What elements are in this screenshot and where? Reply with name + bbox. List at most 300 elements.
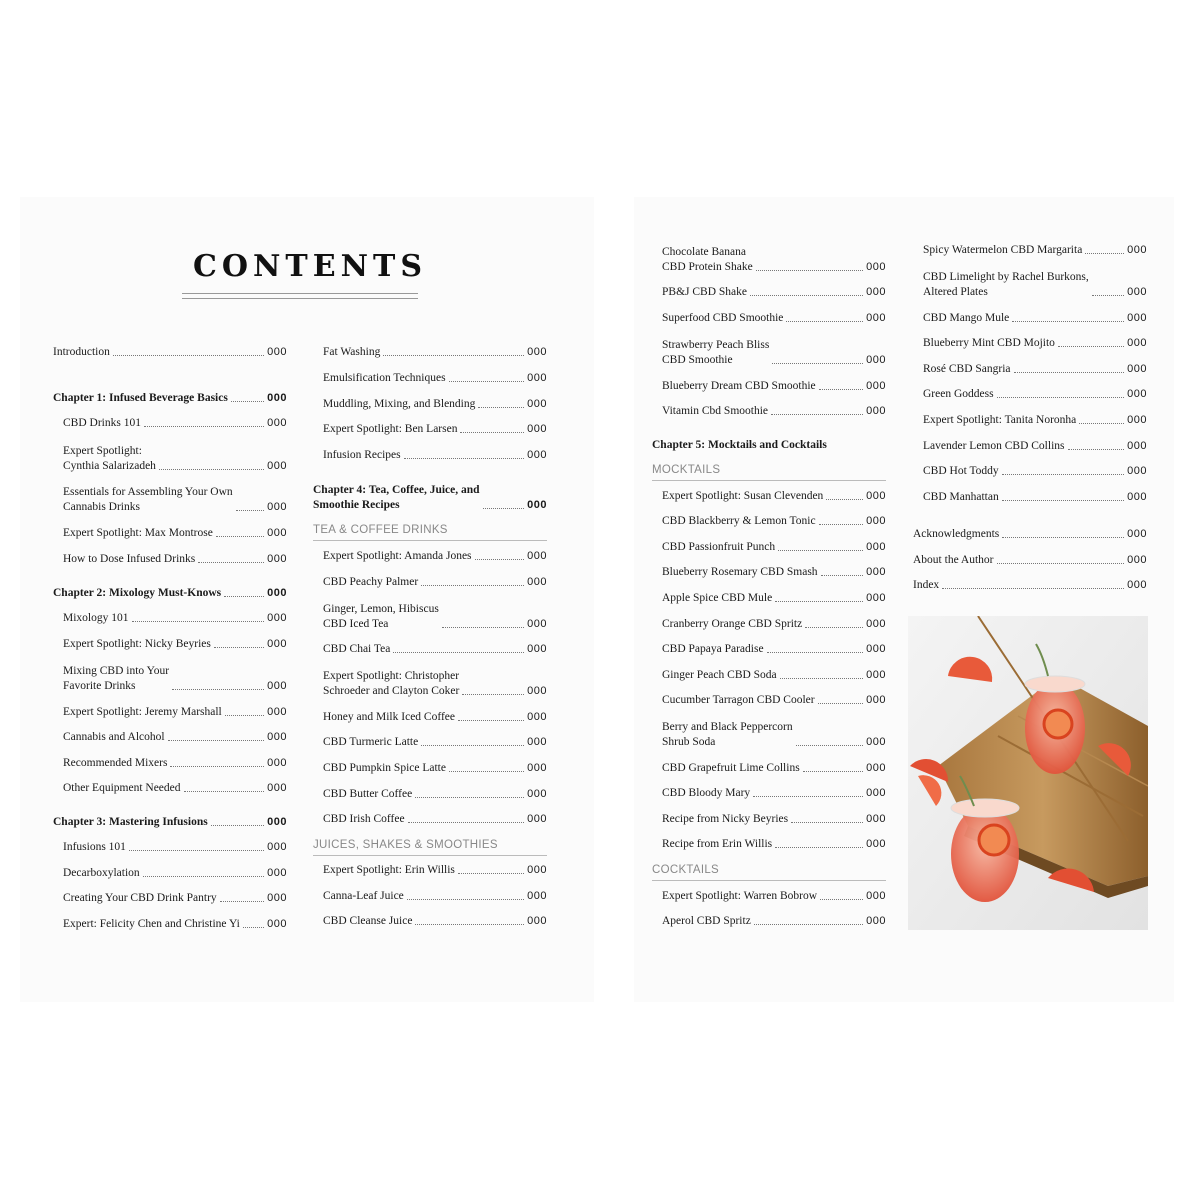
toc-entry-title-line: CBD Papaya Paradise — [662, 643, 764, 655]
cocktail-photo-icon — [908, 616, 1148, 930]
toc-page-number: 000 — [527, 788, 547, 800]
dot-leader — [442, 627, 524, 628]
toc-entry-title-line: Recommended Mixers — [63, 757, 168, 769]
dot-leader — [780, 678, 863, 679]
toc-page-number: 000 — [527, 813, 547, 825]
toc-entry-title-line: Mixology 101 — [63, 612, 129, 624]
toc-column-1 — [53, 0, 287, 1200]
dot-leader — [778, 550, 863, 551]
toc-entry-cbd-chai-tea[interactable] — [313, 642, 547, 657]
toc-entry-title — [323, 345, 380, 360]
dot-leader — [750, 295, 863, 296]
toc-entry-title — [662, 668, 777, 683]
toc-entry-title — [63, 781, 181, 796]
dot-leader — [483, 508, 525, 509]
dot-leader — [803, 771, 863, 772]
toc-entry-title — [662, 720, 793, 750]
toc-entry-title-line: CBD Peachy Palmer — [323, 576, 419, 588]
toc-entry-expert-spotlight-erin-willis[interactable] — [313, 863, 547, 878]
dot-leader — [791, 822, 863, 823]
toc-entry-title-line: How to Dose Infused Drinks — [63, 553, 196, 565]
toc-entry-expert-spotlight-max-montrose[interactable] — [53, 526, 287, 541]
toc-entry-title-line: CBD Protein Shake — [662, 261, 753, 273]
toc-page-number: 000 — [1127, 286, 1147, 298]
toc-page-number: 000 — [267, 867, 287, 879]
toc-entry-title-line: CBD Blackberry & Lemon Tonic — [662, 515, 816, 527]
dot-leader — [997, 563, 1125, 564]
toc-page-number: 000 — [527, 643, 547, 655]
toc-entry-cannabis-and-alcohol[interactable] — [53, 730, 287, 745]
toc-column-2 — [313, 0, 547, 1200]
toc-entry-title — [662, 642, 764, 657]
toc-entry-title-line: Fat Washing — [323, 346, 381, 358]
toc-entry-title — [662, 914, 751, 929]
toc-entry-cbd-cleanse-juice[interactable] — [313, 914, 547, 929]
toc-entry-expert-spotlight-susan-clevenden[interactable] — [652, 489, 886, 504]
toc-chapter-chapter-4-tea-coffee-juice-and-smoothie-[interactable] — [313, 483, 547, 513]
dot-leader — [753, 796, 863, 797]
toc-page-number: 000 — [527, 499, 547, 511]
toc-entry-title-line: Cranberry Orange CBD Spritz — [662, 618, 803, 630]
toc-entry-title-line: CBD Turmeric Latte — [323, 736, 419, 748]
toc-page-number: 000 — [527, 915, 547, 927]
toc-entry-title — [662, 404, 768, 419]
toc-entry-title — [323, 448, 401, 463]
toc-entry-expert-spotlight-christopher-schroeder-a[interactable] — [313, 669, 547, 699]
toc-entry-title — [63, 611, 129, 626]
toc-page-number: 000 — [267, 731, 287, 743]
toc-entry-title — [662, 245, 753, 275]
toc-page-number: 000 — [866, 838, 886, 850]
dot-leader — [756, 270, 863, 271]
toc-entry-title-line: Chapter 1: Infused Beverage Basics — [53, 392, 228, 404]
toc-entry-expert-spotlight-nicky-beyries[interactable] — [53, 637, 287, 652]
toc-page-number: 000 — [1127, 337, 1147, 349]
toc-entry-mixing-cbd-into-your-favorite-drinks[interactable] — [53, 664, 287, 694]
toc-page-number: 000 — [1127, 312, 1147, 324]
toc-entry-title-line: Essentials for Assembling Your Own — [63, 486, 233, 498]
toc-entry-title-line: Berry and Black Peppercorn — [662, 721, 793, 733]
toc-entry-blueberry-rosemary-cbd-smash[interactable] — [652, 565, 886, 580]
toc-entry-title-line: CBD Cleanse Juice — [323, 915, 413, 927]
toc-page-number: 000 — [1127, 244, 1147, 256]
toc-entry-title — [323, 735, 418, 750]
toc-entry-title — [923, 362, 1011, 377]
toc-entry-title-line: Ginger, Lemon, Hibiscus — [323, 603, 439, 615]
toc-entry-title-line: Blueberry Rosemary CBD Smash — [662, 566, 818, 578]
toc-entry-title-line: Cynthia Salarizadeh — [63, 460, 156, 472]
toc-entry-title-line: Blueberry Dream CBD Smoothie — [662, 380, 816, 392]
toc-entry-green-goddess[interactable] — [913, 387, 1147, 402]
toc-entry-title — [63, 705, 222, 720]
toc-page-number: 000 — [866, 890, 886, 902]
dot-leader — [243, 927, 264, 928]
toc-entry-title — [923, 387, 994, 402]
toc-entry-cbd-limelight-by-rachel-burkons-altered-[interactable] — [913, 270, 1147, 300]
toc-entry-title — [662, 338, 769, 368]
toc-entry-title — [913, 553, 994, 568]
toc-page-number: 000 — [267, 460, 287, 472]
toc-entry-title — [63, 444, 156, 474]
toc-page-number: 000 — [866, 694, 886, 706]
toc-entry-title-line: Introduction — [53, 346, 110, 358]
toc-entry-cbd-manhattan[interactable] — [913, 490, 1147, 505]
toc-entry-about-the-author[interactable] — [913, 553, 1147, 568]
dot-leader — [1012, 321, 1124, 322]
toc-entry-title-line: Altered Plates — [923, 286, 988, 298]
toc-entry-cbd-mango-mule[interactable] — [913, 311, 1147, 326]
toc-page-number: 000 — [267, 680, 287, 692]
toc-page-number: 000 — [866, 787, 886, 799]
toc-page-number: 000 — [1127, 579, 1147, 591]
toc-entry-cbd-turmeric-latte[interactable] — [313, 735, 547, 750]
dot-leader — [819, 524, 864, 525]
dot-leader — [132, 621, 265, 622]
toc-entry-title-line: Ginger Peach CBD Soda — [662, 669, 777, 681]
toc-entry-apple-spice-cbd-mule[interactable] — [652, 591, 886, 606]
dot-leader — [1058, 346, 1124, 347]
toc-page-number: 000 — [527, 372, 547, 384]
toc-entry-title — [923, 243, 1082, 258]
dot-leader — [796, 745, 864, 746]
dot-leader — [458, 873, 524, 874]
toc-entry-lavender-lemon-cbd-collins[interactable] — [913, 439, 1147, 454]
dot-leader — [421, 745, 524, 746]
toc-page-number: 000 — [866, 669, 886, 681]
toc-entry-title — [923, 439, 1065, 454]
toc-entry-index[interactable] — [913, 578, 1147, 593]
toc-entry-aperol-cbd-spritz[interactable] — [652, 914, 886, 929]
toc-entry-title-line: Schroeder and Clayton Coker — [323, 685, 460, 697]
section-heading-mocktails: MOCKTAILS — [652, 463, 886, 481]
toc-page-number: 000 — [527, 762, 547, 774]
toc-entry-title — [323, 914, 412, 929]
toc-entry-cbd-grapefruit-lime-collins[interactable] — [652, 761, 886, 776]
toc-entry-expert-spotlight-ben-larsen[interactable] — [313, 422, 547, 437]
toc-entry-cucumber-tarragon-cbd-cooler[interactable] — [652, 693, 886, 708]
toc-page-number: 000 — [866, 643, 886, 655]
dot-leader — [231, 401, 264, 402]
toc-entry-title — [923, 413, 1076, 428]
dot-leader — [1002, 474, 1124, 475]
toc-entry-title-line: CBD Manhattan — [923, 491, 999, 503]
toc-entry-title — [662, 565, 818, 580]
dot-leader — [1002, 500, 1124, 501]
toc-entry-title — [662, 540, 775, 555]
toc-entry-mixology-101[interactable] — [53, 611, 287, 626]
toc-entry-expert-spotlight-amanda-jones[interactable] — [313, 549, 547, 564]
toc-entry-muddling-mixing-and-blending[interactable] — [313, 397, 547, 412]
toc-entry-expert-spotlight-cynthia-salarizadeh[interactable] — [53, 444, 287, 474]
dot-leader — [754, 924, 863, 925]
toc-entry-title — [662, 837, 772, 852]
toc-entry-title — [63, 730, 165, 745]
toc-page-number: 000 — [866, 618, 886, 630]
toc-entry-title-line: Chapter 3: Mastering Infusions — [53, 816, 208, 828]
toc-entry-title — [63, 526, 213, 541]
toc-page-number: 000 — [527, 449, 547, 461]
toc-entry-title — [323, 422, 457, 437]
toc-entry-cbd-pumpkin-spice-latte[interactable] — [313, 761, 547, 776]
toc-entry-title — [323, 787, 412, 802]
toc-entry-title-line: Creating Your CBD Drink Pantry — [63, 892, 217, 904]
dot-leader — [225, 715, 264, 716]
toc-entry-title — [913, 578, 939, 593]
toc-entry-title-line: Infusions 101 — [63, 841, 126, 853]
toc-entry-superfood-cbd-smoothie[interactable] — [652, 311, 886, 326]
toc-entry-berry-and-black-peppercorn-shrub-soda[interactable] — [652, 720, 886, 750]
dot-leader — [211, 825, 264, 826]
toc-entry-strawberry-peach-bliss-cbd-smoothie[interactable] — [652, 338, 886, 368]
toc-entry-title — [662, 489, 823, 504]
toc-entry-title — [662, 812, 788, 827]
toc-entry-title — [53, 391, 228, 406]
dot-leader — [786, 321, 863, 322]
toc-entry-fat-washing[interactable] — [313, 345, 547, 360]
toc-column-3 — [652, 0, 886, 1200]
dot-leader — [143, 876, 265, 877]
toc-entry-blueberry-dream-cbd-smoothie[interactable] — [652, 379, 886, 394]
toc-page-number: 000 — [527, 685, 547, 697]
toc-entry-title-line: Chapter 4: Tea, Coffee, Juice, and — [313, 484, 480, 496]
toc-entry-title-line: Index — [913, 579, 940, 591]
toc-entry-vitamin-cbd-smoothie[interactable] — [652, 404, 886, 419]
toc-entry-title-line: PB&J CBD Shake — [662, 286, 747, 298]
toc-page-number: 000 — [866, 541, 886, 553]
toc-page-number: 000 — [866, 490, 886, 502]
dot-leader — [216, 536, 264, 537]
toc-entry-title-line: Other Equipment Needed — [63, 782, 181, 794]
toc-entry-pb-j-cbd-shake[interactable] — [652, 285, 886, 300]
toc-entry-title — [63, 866, 140, 881]
toc-entry-recipe-from-erin-willis[interactable] — [652, 837, 886, 852]
toc-page-number: 000 — [866, 312, 886, 324]
toc-entry-recipe-from-nicky-beyries[interactable] — [652, 812, 886, 827]
toc-entry-title-line: Superfood CBD Smoothie — [662, 312, 784, 324]
toc-entry-title — [662, 786, 750, 801]
toc-entry-cbd-papaya-paradise[interactable] — [652, 642, 886, 657]
toc-entry-cbd-passionfruit-punch[interactable] — [652, 540, 886, 555]
toc-entry-essentials-for-assembling-your-own-canna[interactable] — [53, 485, 287, 515]
toc-page-number: 000 — [866, 915, 886, 927]
toc-entry-ros-cbd-sangria[interactable] — [913, 362, 1147, 377]
toc-entry-cbd-peachy-palmer[interactable] — [313, 575, 547, 590]
toc-entry-title-line: Chapter 2: Mixology Must-Knows — [53, 587, 222, 599]
toc-entry-title — [323, 642, 390, 657]
toc-page-number: 000 — [527, 423, 547, 435]
toc-entry-infusions-101[interactable] — [53, 840, 287, 855]
toc-entry-title — [913, 527, 999, 542]
toc-entry-expert-spotlight-warren-bobrow[interactable] — [652, 889, 886, 904]
toc-entry-cbd-irish-coffee[interactable] — [313, 812, 547, 827]
toc-chapter-chapter-2-mixology-must-knows[interactable] — [53, 586, 287, 601]
toc-entry-title-line: Expert Spotlight: Tanita Noronha — [923, 414, 1077, 426]
toc-entry-expert-felicity-chen-and-christine-yi[interactable] — [53, 917, 287, 932]
toc-entry-decarboxylation[interactable] — [53, 866, 287, 881]
toc-entry-infusion-recipes[interactable] — [313, 448, 547, 463]
toc-page-number: 000 — [527, 711, 547, 723]
toc-entry-title — [662, 311, 783, 326]
toc-column-4 — [913, 0, 1147, 1200]
toc-entry-title — [323, 397, 475, 412]
toc-entry-title — [923, 490, 999, 505]
toc-entry-title — [63, 664, 169, 694]
toc-entry-title-line: CBD Passionfruit Punch — [662, 541, 776, 553]
toc-entry-title-line: Infusion Recipes — [323, 449, 401, 461]
toc-page-number: 000 — [866, 566, 886, 578]
toc-entry-other-equipment-needed[interactable] — [53, 781, 287, 796]
toc-entry-title — [662, 761, 800, 776]
dot-leader — [407, 899, 524, 900]
toc-entry-title — [63, 637, 211, 652]
toc-entry-title-line: Strawberry Peach Bliss — [662, 339, 770, 351]
toc-entry-title-line: Aperol CBD Spritz — [662, 915, 751, 927]
toc-chapter-chapter-3-mastering-infusions[interactable] — [53, 815, 287, 830]
toc-entry-title — [323, 812, 405, 827]
dot-leader — [383, 355, 524, 356]
toc-entry-title — [662, 379, 816, 394]
toc-entry-title-line: Expert Spotlight: Jeremy Marshall — [63, 706, 222, 718]
toc-page-number: 000 — [267, 553, 287, 565]
toc-entry-title — [63, 485, 233, 515]
dot-leader — [129, 850, 264, 851]
toc-entry-title-line: Rosé CBD Sangria — [923, 363, 1011, 375]
dot-leader — [168, 740, 265, 741]
toc-entry-creating-your-cbd-drink-pantry[interactable] — [53, 891, 287, 906]
toc-entry-recommended-mixers[interactable] — [53, 756, 287, 771]
section-heading-cocktails: COCKTAILS — [652, 863, 886, 881]
toc-entry-canna-leaf-juice[interactable] — [313, 889, 547, 904]
toc-entry-title-line: Cannabis and Alcohol — [63, 731, 165, 743]
toc-chapter-chapter-1-infused-beverage-basics[interactable] — [53, 391, 287, 406]
toc-entry-cbd-blackberry-lemon-tonic[interactable] — [652, 514, 886, 529]
toc-entry-blueberry-mint-cbd-mojito[interactable] — [913, 336, 1147, 351]
toc-entry-title — [662, 514, 816, 529]
toc-entry-title — [63, 891, 217, 906]
toc-entry-ginger-lemon-hibiscus-cbd-iced-tea[interactable] — [313, 602, 547, 632]
toc-entry-title — [313, 483, 480, 513]
toc-entry-cbd-hot-toddy[interactable] — [913, 464, 1147, 479]
dot-leader — [198, 562, 264, 563]
toc-entry-title — [662, 693, 815, 708]
toc-entry-acknowledgments[interactable] — [913, 527, 1147, 542]
dot-leader — [449, 381, 525, 382]
toc-entry-title-line: CBD Limelight by Rachel Burkons, — [923, 271, 1089, 283]
dot-leader — [184, 791, 265, 792]
dot-leader — [236, 510, 265, 511]
toc-page-number: 000 — [267, 706, 287, 718]
toc-entry-title-line: Shrub Soda — [662, 736, 716, 748]
toc-entry-title — [63, 756, 167, 771]
toc-page-number: 000 — [866, 515, 886, 527]
toc-page-number: 000 — [527, 864, 547, 876]
toc-entry-title-line: Chocolate Banana — [662, 246, 746, 258]
dot-leader — [172, 689, 264, 690]
toc-page-number: 000 — [527, 736, 547, 748]
toc-entry-cbd-bloody-mary[interactable] — [652, 786, 886, 801]
toc-entry-cbd-butter-coffee[interactable] — [313, 787, 547, 802]
dot-leader — [478, 407, 524, 408]
dot-leader — [1092, 295, 1124, 296]
cocktail-photo — [908, 616, 1148, 930]
toc-page-number: 000 — [267, 892, 287, 904]
toc-entry-title-line: Chapter 5: Mocktails and Cocktails — [652, 439, 827, 451]
toc-entry-spicy-watermelon-cbd-margarita[interactable] — [913, 243, 1147, 258]
dot-leader — [408, 822, 525, 823]
toc-entry-how-to-dose-infused-drinks[interactable] — [53, 552, 287, 567]
toc-entry-title — [323, 371, 446, 386]
toc-entry-title — [63, 416, 141, 431]
toc-page-number: 000 — [267, 782, 287, 794]
toc-entry-title-line: About the Author — [913, 554, 994, 566]
toc-entry-title-line: CBD Hot Toddy — [923, 465, 999, 477]
toc-entry-title — [53, 815, 208, 830]
toc-entry-title — [323, 761, 446, 776]
dot-leader — [775, 601, 863, 602]
toc-entry-title-line: Expert Spotlight: Ben Larsen — [323, 423, 458, 435]
toc-entry-title-line: Expert Spotlight: Max Montrose — [63, 527, 213, 539]
toc-chapter-chapter-5-mocktails-and-cocktails[interactable] — [652, 438, 886, 453]
toc-entry-title — [63, 917, 240, 932]
dot-leader — [415, 797, 524, 798]
toc-entry-title-line: Expert: Felicity Chen and Christine Yi — [63, 918, 240, 930]
toc-entry-chocolate-banana-cbd-protein-shake[interactable] — [652, 245, 886, 275]
toc-entry-introduction[interactable] — [53, 345, 287, 360]
toc-entry-expert-spotlight-tanita-noronha[interactable] — [913, 413, 1147, 428]
toc-page-number: 000 — [267, 417, 287, 429]
toc-entry-title-line: Favorite Drinks — [63, 680, 136, 692]
toc-page-number: 000 — [527, 398, 547, 410]
toc-entry-cranberry-orange-cbd-spritz[interactable] — [652, 617, 886, 632]
toc-entry-title — [323, 602, 439, 632]
dot-leader — [820, 899, 863, 900]
toc-entry-honey-and-milk-iced-coffee[interactable] — [313, 710, 547, 725]
toc-entry-title — [652, 438, 827, 453]
toc-page-number: 000 — [527, 890, 547, 902]
toc-entry-title — [323, 575, 418, 590]
toc-entry-emulsification-techniques[interactable] — [313, 371, 547, 386]
toc-page-number: 000 — [866, 592, 886, 604]
toc-entry-title — [323, 863, 455, 878]
toc-page-number: 000 — [267, 612, 287, 624]
toc-entry-title-line: Apple Spice CBD Mule — [662, 592, 773, 604]
toc-entry-cbd-drinks-101[interactable] — [53, 416, 287, 431]
dot-leader — [460, 432, 524, 433]
toc-page-number: 000 — [267, 392, 287, 404]
toc-page-number: 000 — [1127, 465, 1147, 477]
toc-entry-title-line: Lavender Lemon CBD Collins — [923, 440, 1065, 452]
toc-page-number: 000 — [1127, 554, 1147, 566]
toc-entry-title-line: Canna-Leaf Juice — [323, 890, 404, 902]
toc-entry-title-line: Spicy Watermelon CBD Margarita — [923, 244, 1083, 256]
toc-entry-title-line: CBD Chai Tea — [323, 643, 391, 655]
dot-leader — [421, 585, 524, 586]
toc-page-number: 000 — [866, 286, 886, 298]
dot-leader — [1085, 253, 1124, 254]
toc-page-number: 000 — [866, 405, 886, 417]
toc-entry-title-line: Expert Spotlight: Nicky Beyries — [63, 638, 211, 650]
dot-leader — [404, 458, 525, 459]
toc-page-number: 000 — [527, 346, 547, 358]
dot-leader — [767, 652, 864, 653]
toc-page-number: 000 — [267, 918, 287, 930]
toc-page-number: 000 — [1127, 388, 1147, 400]
dot-leader — [393, 652, 524, 653]
toc-entry-ginger-peach-cbd-soda[interactable] — [652, 668, 886, 683]
toc-entry-title-line: Green Goddess — [923, 388, 994, 400]
toc-entry-expert-spotlight-jeremy-marshall[interactable] — [53, 705, 287, 720]
dot-leader — [159, 469, 264, 470]
